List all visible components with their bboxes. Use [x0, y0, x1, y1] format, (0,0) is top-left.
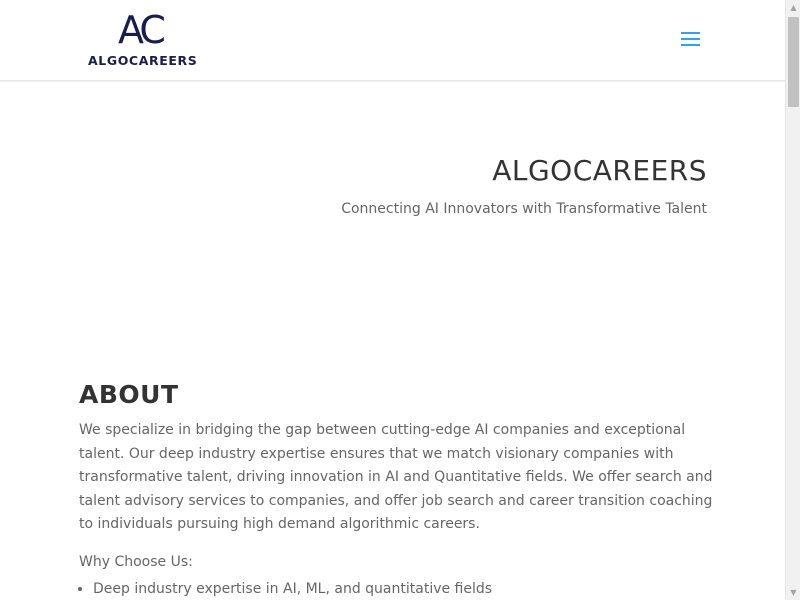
vertical-scrollbar[interactable] — [785, 0, 800, 600]
hamburger-menu-icon[interactable] — [678, 28, 704, 50]
site-header — [0, 0, 785, 81]
features-list — [79, 578, 492, 600]
about-heading: ABOUT — [79, 380, 179, 409]
list-item: • Deep industry expertise in AI, ML, and quantitative fields — [93, 578, 492, 600]
hero-subtitle: Connecting AI Innovators with Transformative Talent — [341, 201, 707, 217]
scroll-up-arrow-icon[interactable]: ▲ — [790, 3, 797, 12]
logo-text: ALGOCAREERS — [88, 53, 198, 68]
scroll-down-arrow-icon[interactable]: ▼ — [790, 588, 797, 597]
site-logo[interactable] — [88, 10, 204, 70]
why-choose-label: Why Choose Us: — [79, 554, 193, 570]
scrollbar-thumb[interactable] — [788, 17, 799, 107]
hero-title: ALGOCAREERS — [492, 154, 707, 187]
about-body: We specialize in bridging the gap between cutting-edge AI companies and exceptional talent. Our deep industry expertise ensures that we match visionary companies with transformative talent, driving innovation in AI and Quantitative fields. We offer search and talent advisory services to companies, and offer job search and career transition coaching to individuals pursuing high demand algorithmic careers. — [79, 422, 713, 533]
logo-monogram: AC — [118, 8, 162, 52]
